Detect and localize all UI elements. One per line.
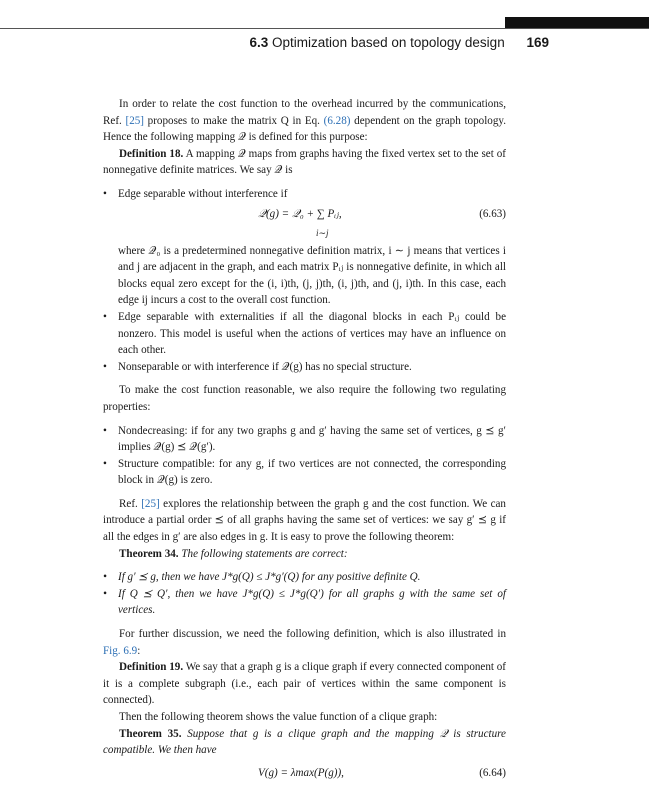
theorem-label: Theorem 35. [119,727,182,740]
list-item: • Nonseparable or with interference if 𝒬(g) has no special structure. [103,359,506,376]
header-rule [0,28,649,29]
paragraph: Then the following theorem shows the value function of a clique graph: [119,711,438,723]
definition-label: Definition 18. [119,147,184,160]
list-item: • If Q ⪯ Q′, then we have J*g(Q) ≤ J*g(Q′) for all graphs g with the same set of vertices. [103,586,506,619]
list-item: • Edge separable without interference if [103,186,506,203]
paragraph: For further discussion, we need the following definition, which is also illustrated in Fig. 6.9: [103,628,506,657]
list-item-continuation: where 𝒬₀ is a predetermined nonnegative definition matrix, i ∼ j means that vertices i and j are adjacent in the graph, and each matrix Pᵢⱼ is nonnegative definite, in which all blocks equal zero except for the (i, i)th, (j, j)th, (i, j)th, and (j, i)th. In this case, each edge ij incurs a cost to the overall cost function. [118,244,506,307]
definition-18: Definition 18. A mapping 𝒬 maps from graphs having the fixed vertex set to the set of nonnegative definite matrices. We say 𝒬 is [103,147,506,177]
definition-label: Definition 19. [119,661,184,674]
list-item: • Nondecreasing: if for any two graphs g and g′ having the same set of vertices, g ⪯ g′ implies 𝒬(g) ⪯ 𝒬(g′). [103,423,506,456]
equation-body: V(g) = λmax(P(g)), [258,766,344,779]
citation-link[interactable]: [25] [141,497,160,510]
equation-subscript: i∼j [316,227,329,238]
theorem-35: Theorem 35. Suppose that g is a clique graph and the mapping 𝒬 is structure compatible. We then have [103,727,506,757]
equation-number: (6.64) [479,766,506,779]
section-number: 6.3 [249,35,269,50]
list-item: • Edge separable with externalities if all the diagonal blocks in each Pᵢⱼ could be nonzero. This model is useful when the actions of vertices may have an influence on each other. [103,309,506,359]
header-black-bar [505,17,649,28]
equation-body: 𝒬(g) = 𝒬₀ + ∑ Pᵢⱼ, [258,207,342,220]
figure-link[interactable]: Fig. 6.9 [103,644,138,657]
paragraph: To make the cost function reasonable, we also require the following two regulating properties: [103,384,506,413]
page-body [103,96,506,785]
theorem-34: Theorem 34. The following statements are correct: [119,547,348,560]
list-item: • If g′ ⪯ g, then we have J*g(Q) ≤ J*g′(Q) for any positive definite Q. [103,569,506,586]
equation-number: (6.63) [479,207,506,220]
section-title: Optimization based on topology design [272,35,505,50]
running-head [0,35,549,50]
theorem-label: Theorem 34. [119,547,179,560]
citation-link[interactable]: [25] [125,114,144,127]
paragraph: Ref. [25] explores the relationship between the graph g and the cost function. We can introduce a partial order ⪯ of all graphs having the same set of vertices: we say g′ ⪯ g if all the edges in g′ are also edges in g. It is easy to prove the following theorem: [103,497,506,544]
equation-6-64 [103,765,506,785]
equation-6-63 [103,203,506,243]
page-number: 169 [526,35,549,50]
list-item: • Structure compatible: for any g, if two vertices are not connected, the corresponding block in 𝒬(g) is zero. [103,456,506,489]
definition-19: Definition 19. We say that a graph g is a clique graph if every connected component of it is a complete subgraph (i.e., each pair of vertices within the same component is connected). [103,661,506,707]
paragraph-intro: In order to relate the cost function to the overhead incurred by the communications, Ref. [25] proposes to make the matrix Q in Eq. (6.28) dependent on the graph topology. Hence the following mapping 𝒬 is defined for this purpose: [103,98,506,144]
equation-link[interactable]: (6.28) [323,114,351,127]
